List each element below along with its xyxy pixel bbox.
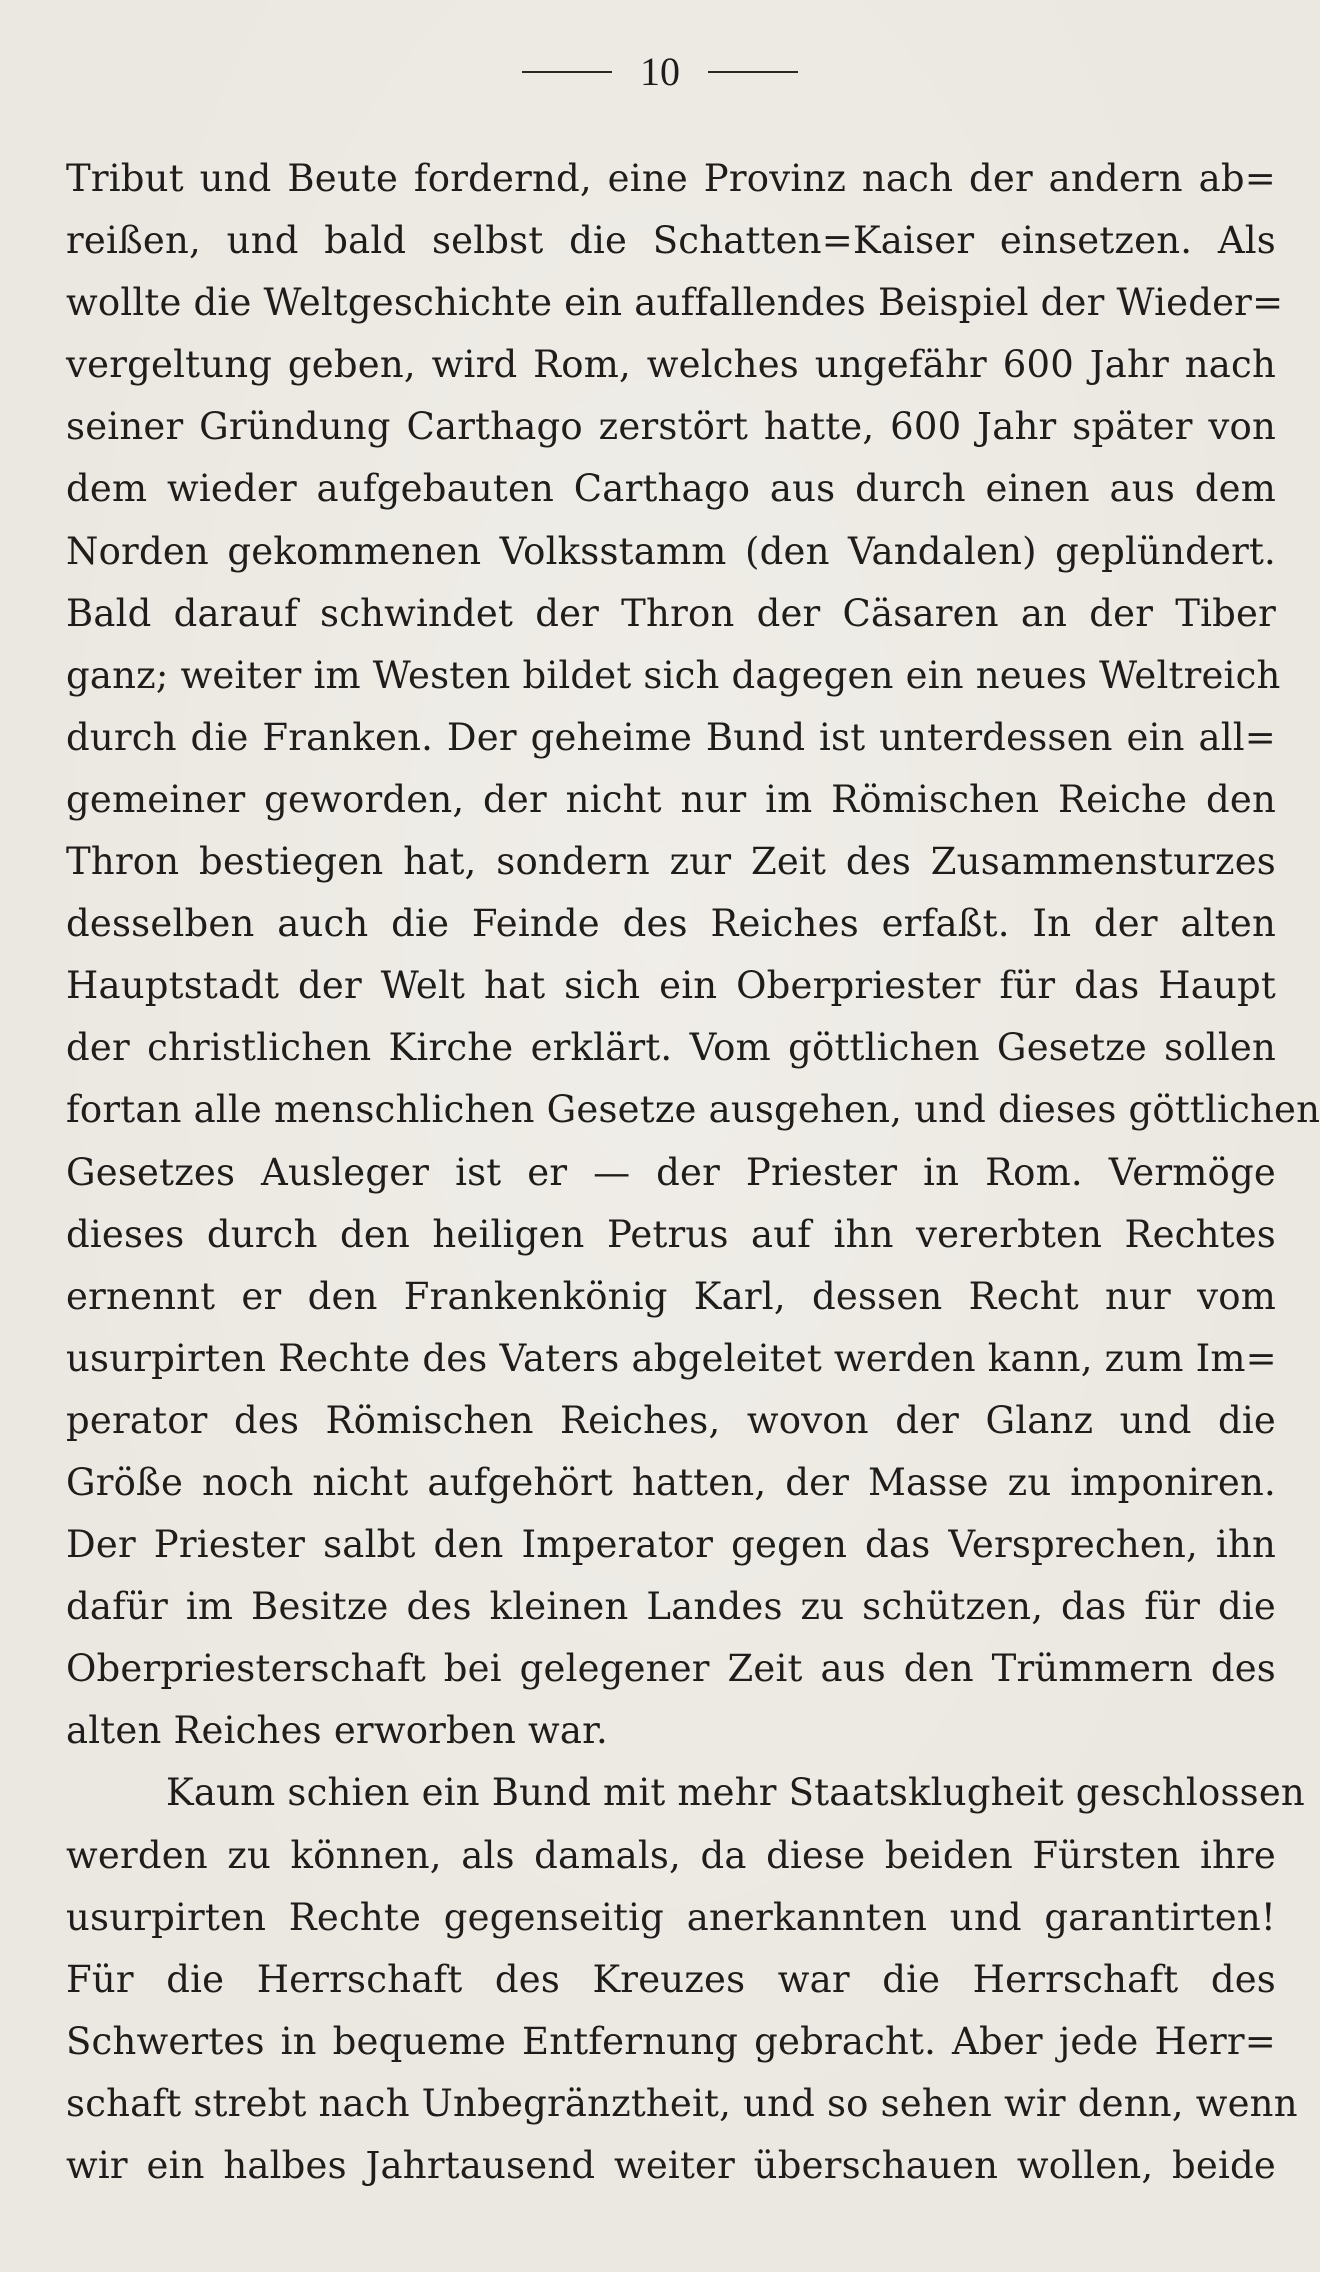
text-line: Thron bestiegen hat, sondern zur Zeit des Zusammensturzes xyxy=(66,840,1276,884)
text-line: durch die Franken. Der geheime Bund ist unterdessen ein all= xyxy=(66,715,1276,759)
text-line: usurpirten Rechte gegenseitig anerkannten und garantirten! xyxy=(66,1895,1276,1939)
text-line: Der Priester salbt den Imperator gegen das Versprechen, ihn xyxy=(66,1523,1276,1567)
text-line: seiner Gründung Carthago zerstört hatte, 600 Jahr später von xyxy=(66,405,1276,449)
text-line: Schwertes in bequeme Entfernung gebracht. Aber jede Herr= xyxy=(66,2019,1276,2063)
text-line: der christlichen Kirche erklärt. Vom göttlichen Gesetze sollen xyxy=(66,1026,1276,1070)
text-line: dafür im Besitze des kleinen Landes zu schützen, das für die xyxy=(66,1585,1276,1629)
text-line: dieses durch den heiligen Petrus auf ihn vererbten Rechtes xyxy=(66,1212,1276,1256)
header-rule-right xyxy=(708,71,798,73)
text-line: Für die Herrschaft des Kreuzes war die Herrschaft des xyxy=(66,1957,1276,2001)
text-line: usurpirten Rechte des Vaters abgeleitet werden kann, zum Im= xyxy=(66,1336,1277,1380)
text-line: desselben auch die Feinde des Reiches erfaßt. In der alten xyxy=(66,902,1276,946)
text-line: Größe noch nicht aufgehört hatten, der Masse zu imponiren. xyxy=(66,1460,1276,1504)
paragraph-end-line: alten Reiches erworben war. xyxy=(66,1709,608,1753)
text-line: Gesetzes Ausleger ist er — der Priester in Rom. Vermöge xyxy=(66,1150,1276,1194)
text-line: fortan alle menschlichen Gesetze ausgehen, und dieses göttlichen xyxy=(66,1088,1320,1132)
page-number: 10 xyxy=(640,49,680,94)
header-rule-left xyxy=(522,71,612,73)
text-line: perator des Römischen Reiches, wovon der Glanz und die xyxy=(66,1398,1276,1442)
text-line: Bald darauf schwindet der Thron der Cäsaren an der Tiber xyxy=(66,591,1276,635)
page-header xyxy=(0,42,1320,102)
body-text xyxy=(66,148,1320,2197)
text-line: wir ein halbes Jahrtausend weiter überschauen wollen, beide xyxy=(66,2144,1276,2187)
text-line: Norden gekommenen Volksstamm (den Vandalen) geplündert. xyxy=(66,529,1276,573)
text-line: Oberpriesterschaft bei gelegener Zeit aus den Trümmern des xyxy=(66,1647,1276,1691)
text-line: werden zu können, als damals, da diese beiden Fürsten ihre xyxy=(66,1833,1276,1877)
text-line: reißen, und bald selbst die Schatten=Kaiser einsetzen. Als xyxy=(66,219,1276,263)
text-line: wollte die Weltgeschichte ein auffallendes Beispiel der Wieder= xyxy=(66,281,1284,325)
text-line: ganz; weiter im Westen bildet sich dagegen ein neues Weltreich xyxy=(66,653,1281,697)
text-line: Hauptstadt der Welt hat sich ein Oberpriester für das Haupt xyxy=(66,964,1276,1008)
paragraph-start-line: Kaum schien ein Bund mit mehr Staatsklugheit geschlossen xyxy=(166,1771,1305,1815)
text-line: Tribut und Beute fordernd, eine Provinz nach der andern ab= xyxy=(66,157,1276,200)
text-line: schaft strebt nach Unbegränztheit, und so sehen wir denn, wenn xyxy=(66,2081,1298,2125)
text-line: vergeltung geben, wird Rom, welches ungefähr 600 Jahr nach xyxy=(66,343,1276,387)
text-line: gemeiner geworden, der nicht nur im Römischen Reiche den xyxy=(66,777,1276,821)
text-line: ernennt er den Frankenkönig Karl, dessen Recht nur vom xyxy=(66,1274,1276,1318)
text-line: dem wieder aufgebauten Carthago aus durch einen aus dem xyxy=(66,467,1276,511)
